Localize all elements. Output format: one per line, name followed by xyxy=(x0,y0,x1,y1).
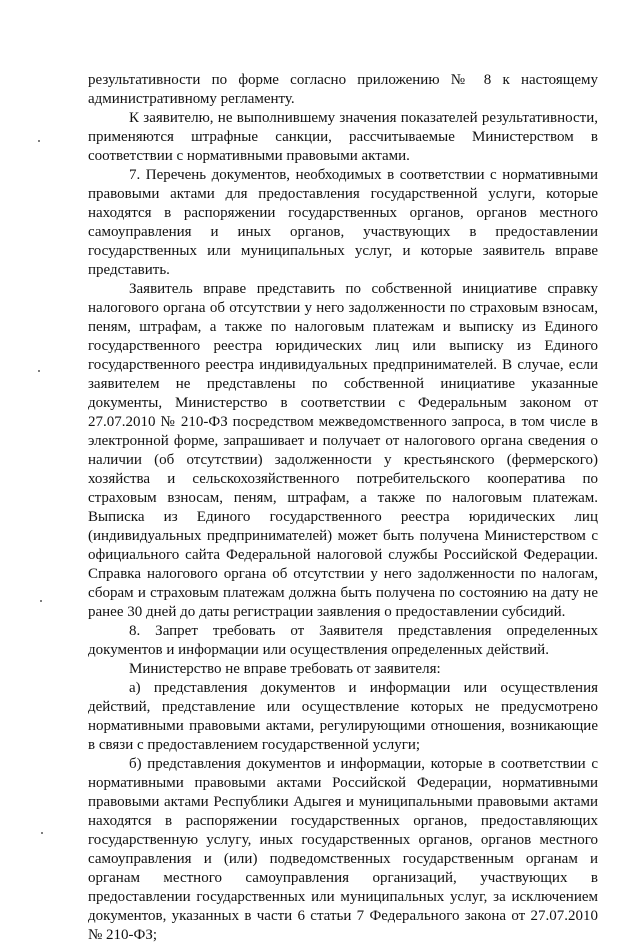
scan-speck xyxy=(38,140,40,142)
paragraph-continuation: результативности по форме согласно приложению № 8 к настоящему административному регламенту. xyxy=(88,72,598,107)
paragraph-section-7: 7. Перечень документов, необходимых в соответствии с нормативными правовыми актами для предоставления государственной услуги, которые находятся в распоряжении государственных органов, органов местного самоуправления и иных органов, участвующих в предоставлении государственных или муниципальных услуг, и которые заявитель вправе представить. xyxy=(88,167,598,278)
scan-speck xyxy=(41,832,43,834)
paragraph-section-8: 8. Запрет требовать от Заявителя представления определенных документов и информации или осуществления определенных действий. xyxy=(88,623,598,658)
paragraph-ministry-restriction: Министерство не вправе требовать от заявителя: xyxy=(129,661,441,677)
scan-speck xyxy=(38,370,40,372)
paragraph-item-b: б) представления документов и информации, которые в соответствии с нормативными правовыми актами Российской Федерации, нормативными правовыми актами Республики Адыгея и муниципальными правовыми актами находятся в распоряжении государственных органов, предоставляющих государственную услугу, иных государственных органов, органов местного самоуправления и (или) подведомственных государственным органам и органам местного самоуправления организаций, участвующих в предоставлении государственных или муниципальных услуг, за исключением документов, указанных в части 6 статьи 7 Федерального закона от 27.07.2010 № 210-ФЗ; xyxy=(88,756,598,943)
document-body xyxy=(88,71,598,945)
paragraph-penalties: К заявителю, не выполнившему значения показателей результативности, применяются штрафные санкции, рассчитываемые Министерством в соответствии с нормативными правовыми актами. xyxy=(88,110,598,164)
scan-speck xyxy=(40,600,42,602)
paragraph-applicant-rights: Заявитель вправе представить по собственной инициативе справку налогового органа об отсутствии у него задолженности по страховым взносам, пеням, штрафам, а также по налоговым платежам и выписку из Единого государственного реестра юридических лиц или выписку из Единого государственного реестра индивидуальных предпринимателей. В случае, если заявителем не представлены по собственной инициативе указанные документы, Министерство в соответствии с Федеральным законом от 27.07.2010 № 210-ФЗ посредством межведомственного запроса, в том числе в электронной форме, запрашивает и получает от налогового органа сведения о наличии (об отсутствии) задолженности у крестьянского (фермерского) хозяйства и сельскохозяйственного потребительского кооператива по страховым взносам, пеням, штрафам, а также по налоговым платежам. Выписка из Единого государственного реестра юридических лиц (индивидуальных предпринимателей) может быть получена Министерством с официального сайта Федеральной налоговой службы Российской Федерации. Справка налогового органа об отсутствии у него задолженности по налогам, сборам и страховым платежам должна быть получена по состоянию на дату не ранее 30 дней до даты регистрации заявления о предоставлении субсидий. xyxy=(88,281,598,620)
paragraph-item-a: а) представления документов и информации или осуществления действий, представление или осуществление которых не предусмотрено нормативными правовыми актами, регулирующими отношения, возникающие в связи с предоставлением государственной услуги; xyxy=(88,680,598,753)
